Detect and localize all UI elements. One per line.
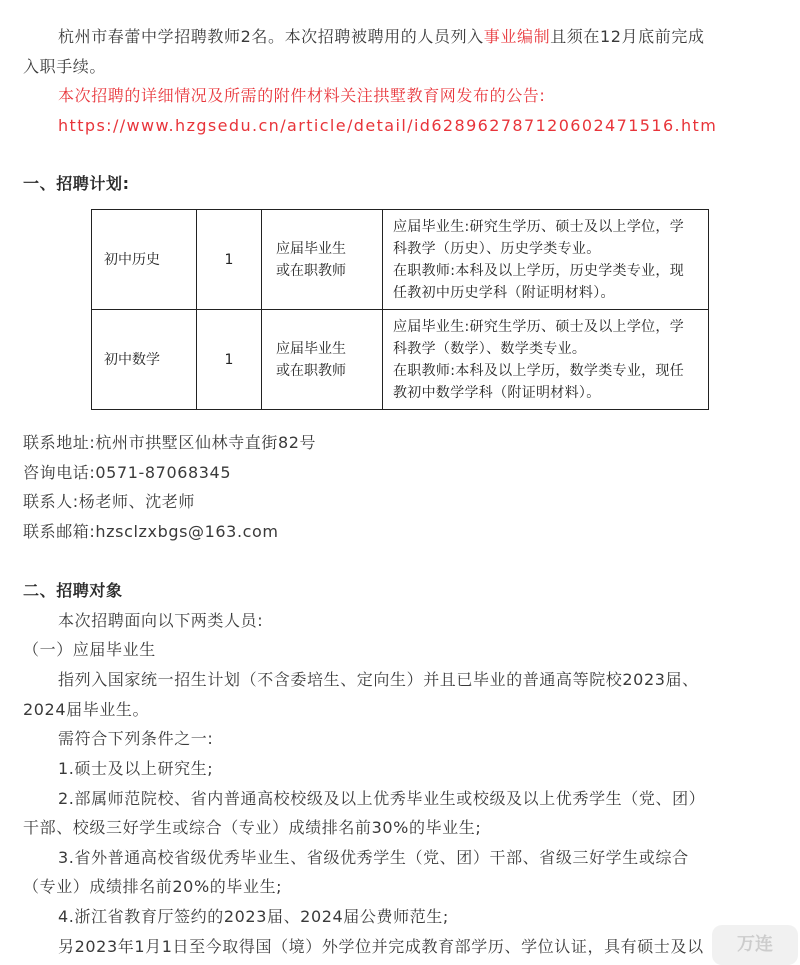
condition-item-2-line-1: 2.部属师范院校、省内普通高校校级及以上优秀毕业生或校级及以上优秀学生（党、团） xyxy=(58,789,706,808)
candidate-type-line: 应届毕业生 xyxy=(276,240,346,257)
intro-line-2: 入职手续。 xyxy=(23,57,107,76)
section-2-intro: 本次招聘面向以下两类人员: xyxy=(58,611,264,630)
plan-count: 1 xyxy=(197,210,262,310)
plan-subject: 初中历史 xyxy=(92,210,197,310)
section-1-heading: 一、招聘计划: xyxy=(23,174,130,193)
conditions-intro: 需符合下列条件之一: xyxy=(58,729,214,748)
requirement-line: 任教初中历史学科（附证明材料）。 xyxy=(393,284,615,301)
contact-address: 联系地址:杭州市拱墅区仙林寺直街82号 xyxy=(23,433,317,452)
notice-text: 本次招聘的详细情况及所需的附件材料关注拱墅教育网发布的公告: xyxy=(58,86,546,105)
condition-item-3-line-1: 3.省外普通高校省级优秀毕业生、省级优秀学生（党、团）干部、省级三好学生或综合 xyxy=(58,848,689,867)
contact-person: 联系人:杨老师、沈老师 xyxy=(23,492,195,511)
subsection-graduates: （一）应届毕业生 xyxy=(23,640,156,659)
requirement-line: 在职教师:本科及以上学历，历史学类专业，现 xyxy=(393,262,685,279)
plan-candidate-type xyxy=(262,210,383,310)
plan-row xyxy=(92,310,709,410)
plan-subject: 初中数学 xyxy=(92,310,197,410)
condition-item-4: 4.浙江省教育厅签约的2023届、2024届公费师范生; xyxy=(58,907,449,926)
contact-phone: 咨询电话:0571-87068345 xyxy=(23,463,232,482)
condition-item-2-line-2: 干部、校级三好学生或综合（专业）成绩排名前30%的毕业生; xyxy=(23,818,482,837)
requirement-line: 应届毕业生:研究生学历、硕士及以上学位，学 xyxy=(393,218,685,235)
staffing-highlight: 事业编制 xyxy=(483,27,551,46)
plan-candidate-type xyxy=(262,310,383,410)
overseas-degree-line: 另2023年1月1日至今取得国（境）外学位并完成教育部学历、学位认证，具有硕士及以 xyxy=(58,937,704,956)
graduates-definition-2: 2024届毕业生。 xyxy=(23,700,150,719)
condition-item-3-line-2: （专业）成绩排名前20%的毕业生; xyxy=(23,877,283,896)
plan-row xyxy=(92,210,709,310)
candidate-type-line: 或在职教师 xyxy=(276,362,346,379)
candidate-type-line: 应届毕业生 xyxy=(276,340,346,357)
watermark-logo: 万连 xyxy=(712,925,798,965)
section-2-heading: 二、招聘对象 xyxy=(23,581,123,600)
graduates-definition-1: 指列入国家统一招生计划（不含委培生、定向生）并且已毕业的普通高等院校2023届、 xyxy=(58,670,699,689)
plan-requirements xyxy=(383,210,709,310)
plan-requirements xyxy=(383,310,709,410)
recruitment-plan-table xyxy=(91,209,709,410)
requirement-line: 科教学（历史）、历史学类专业。 xyxy=(393,240,601,257)
requirement-line: 科教学（数学）、数学类专业。 xyxy=(393,340,587,357)
candidate-type-line: 或在职教师 xyxy=(276,262,346,279)
requirement-line: 教初中数学学科（附证明材料）。 xyxy=(393,384,601,401)
plan-count: 1 xyxy=(197,310,262,410)
intro-text-b: 且须在12月底前完成 xyxy=(550,27,705,46)
contact-email: 联系邮箱:hzsclzxbgs@163.com xyxy=(23,522,279,541)
condition-item-1: 1.硕士及以上研究生; xyxy=(58,759,214,778)
intro-text-a: 杭州市春蕾中学招聘教师2名。本次招聘被聘用的人员列入 xyxy=(58,27,484,46)
announcement-link[interactable]: https://www.hzgsedu.cn/article/detail/id6289627871206024715​16.htm xyxy=(58,116,718,135)
requirement-line: 在职教师:本科及以上学历，数学类专业，现任 xyxy=(393,362,685,379)
requirement-line: 应届毕业生:研究生学历、硕士及以上学位，学 xyxy=(393,318,685,335)
intro-line-1 xyxy=(58,27,705,47)
